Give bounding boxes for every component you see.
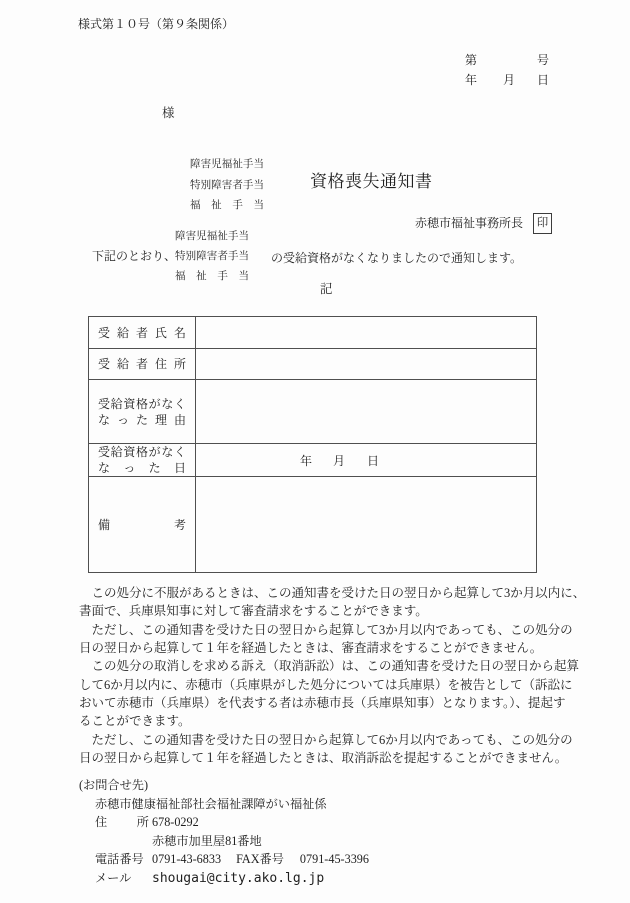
label-text: 受給資格がなく [98,445,186,459]
value-recipient-name [196,317,537,349]
notice-line: ることができます。 [79,714,191,729]
date-year-label: 年 [465,73,478,87]
notice-line: して6か月以内に、赤穂市（兵庫県がした処分については兵庫県）を被告として（訴訟に [79,677,573,692]
allowance-line: 障害児福祉手当 [190,159,264,170]
allowance-stack-intro [175,227,249,287]
label-text: なった理由 [98,412,186,427]
value-remarks [196,477,537,573]
eligibility-table [88,316,537,573]
notice-line: 日の翌日から起算して１年を経過したときは、取消訴訟を提起することができません。 [79,751,568,766]
notice-line: 日の翌日から起算して１年を経過したときは、審査請求をすることができません。 [79,641,543,656]
contact-address-line [95,813,369,832]
contact-heading: (お問合せ先) [79,778,149,792]
date-month-label: 月 [503,73,516,87]
notice-line: この処分に不服があるときは、この通知書を受けた日の翌日から起算して3か月以内に、 [79,586,586,600]
label-loss-date [89,444,196,477]
allowance-line: 福祉手当 [190,200,264,211]
value-loss-reason [196,380,537,444]
doc-no-go-label: 号 [537,53,550,67]
label-text: 受給者住所 [98,357,186,371]
label-text: 受給者氏名 [98,325,186,340]
loss-date-day-label: 日 [367,453,380,468]
label-loss-reason [89,380,196,444]
allowance-line: 特別障害者手当 [190,179,264,191]
notice-line: 書面で、兵庫県知事に対して審査請求をすることができます。 [79,604,428,619]
contact-section [79,776,369,889]
label-recipient-name [89,317,196,349]
allowance-stack-title [190,155,264,217]
contact-phone-line [95,850,369,869]
contact-address: 赤穂市加里屋81番地 [152,833,262,848]
doc-no-dai-label: 第 [465,53,478,67]
allowance-line: 障害児福祉手当 [175,231,249,242]
contact-postal-code: 678-0292 [152,815,199,830]
allowance-line: 福祉手当 [175,271,249,282]
notice-line: おいて赤穂市（兵庫県）を代表する者は赤穂市長（兵庫県知事）となります。）、提起す [79,696,566,711]
ki-marker: 記 [320,282,333,296]
value-loss-date [196,444,537,477]
document-title: 資格喪失通知書 [310,172,433,191]
contact-fax-label: FAX番号 [236,852,284,867]
notice-line: ただし、この通知書を受けた日の翌日から起算して3か月以内であっても、この処分の [79,622,573,637]
allowance-line: 特別障害者手当 [175,251,249,262]
row-recipient-name [89,317,537,349]
notice-line: この処分の取消しを求める訴え（取消訴訟）は、この通知書を受けた日の翌日から起算 [79,659,580,674]
contact-phone: 0791-43-6833 [152,852,222,867]
row-remarks [89,477,537,573]
row-loss-date [89,444,537,477]
row-loss-reason [89,380,537,444]
loss-date-year-label: 年 [300,453,313,468]
intro-suffix: の受給資格がなくなりましたので通知します。 [271,251,523,265]
label-text: なった日 [98,461,186,475]
notice-line: ただし、この通知書を受けた日の翌日から起算して6か月以内であっても、この処分の [79,732,573,747]
label-text: 受給資格がなく [98,396,186,411]
seal-box: 印 [533,213,552,234]
notice-paragraphs [79,584,586,767]
issuer-name: 赤穂市福祉事務所長 [415,216,524,230]
contact-email-line [95,869,369,889]
label-text: 備考 [98,517,186,532]
contact-email: shougai@city.ako.lg.jp [152,870,325,886]
contact-email-label: メール [95,870,132,885]
form-number: 様式第１０号（第９条関係） [78,17,235,31]
contact-phone-label: 電話番号 [95,852,144,867]
loss-date-month-label: 月 [333,453,346,468]
contact-address-label: 住所 [95,815,149,830]
date-day-label: 日 [537,73,550,87]
value-recipient-address [196,349,537,380]
label-recipient-address [89,349,196,380]
intro-prefix: 下記のとおり、 [92,249,177,263]
label-remarks [89,477,196,573]
contact-department: 赤穂市健康福祉部社会福祉課障がい福祉係 [95,796,327,811]
addressee-sama: 様 [162,106,175,120]
contact-fax: 0791-45-3396 [299,852,369,867]
row-recipient-address [89,349,537,380]
